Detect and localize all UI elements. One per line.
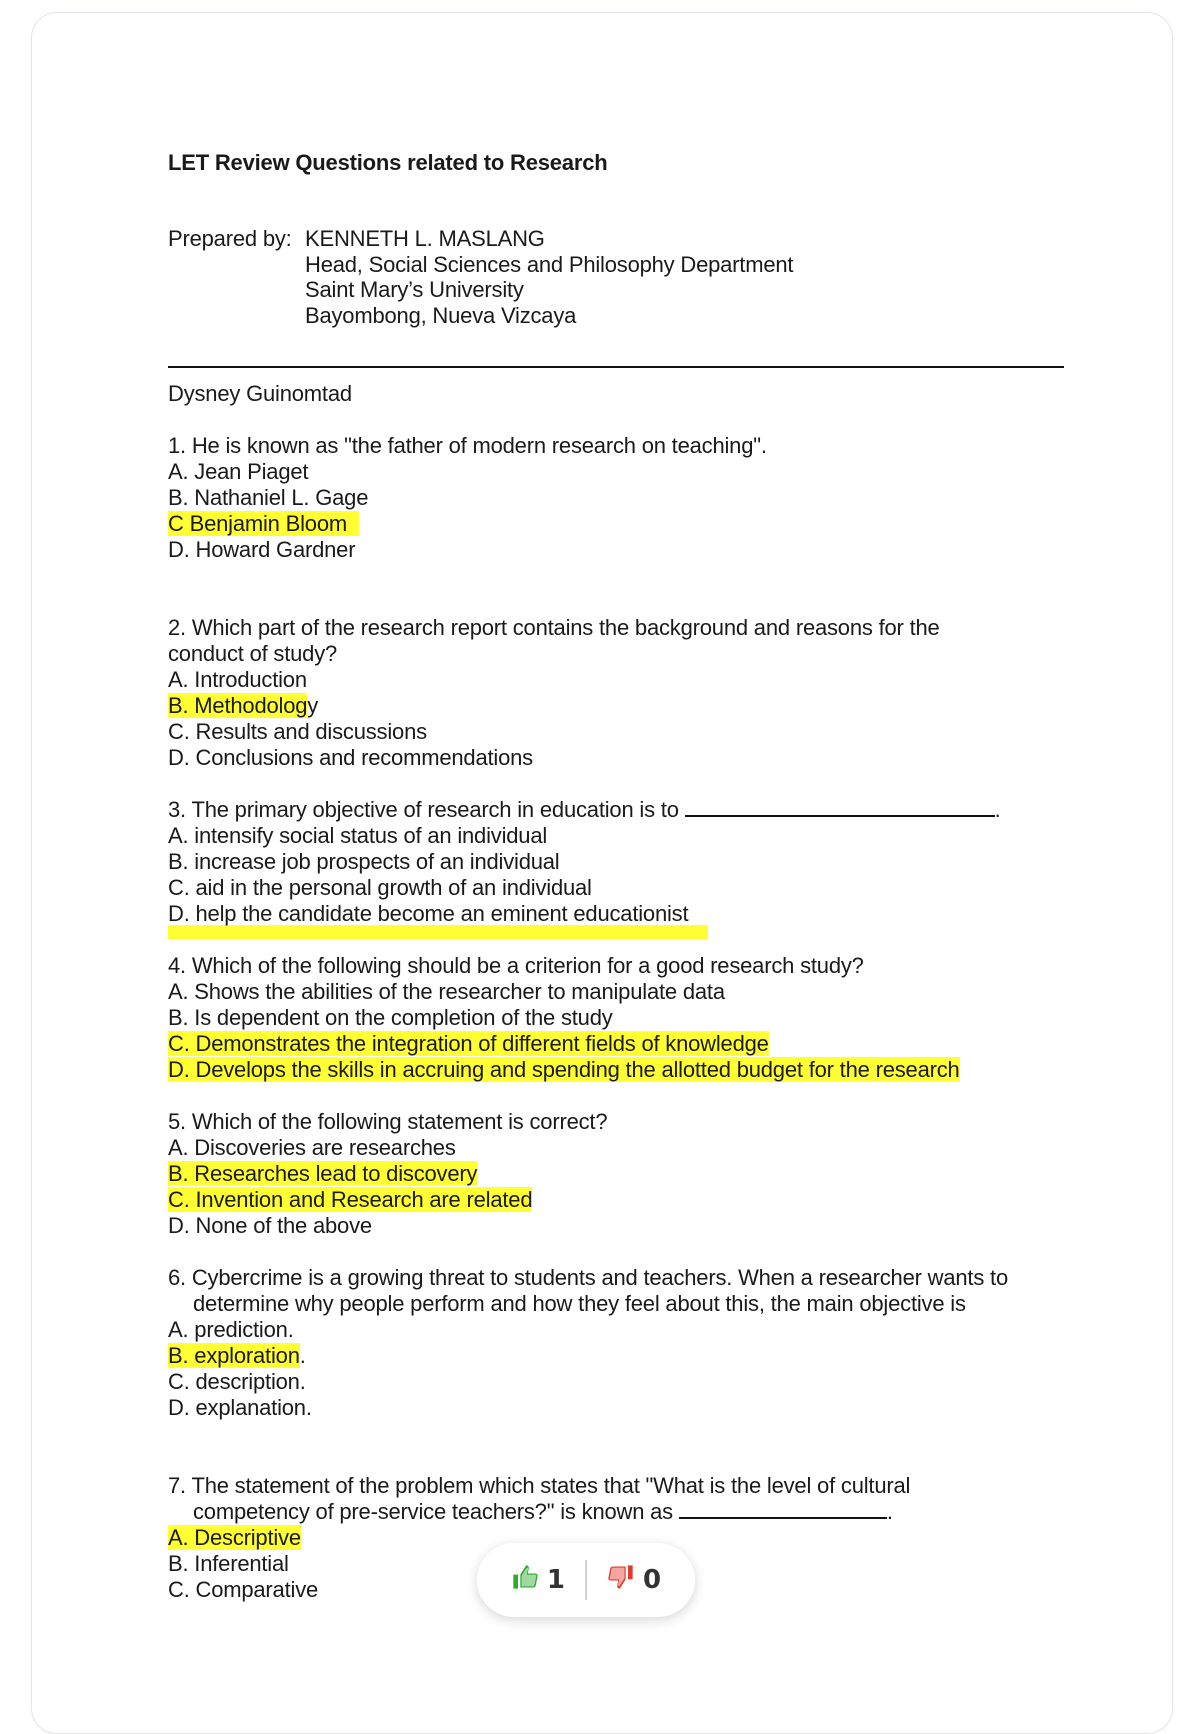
document-title: LET Review Questions related to Research: [168, 150, 608, 175]
option-b-highlighted: B. exploration: [168, 1343, 300, 1368]
stem-period: .: [886, 1499, 893, 1524]
option-c: C. aid in the personal growth of an individual: [168, 875, 592, 900]
downvote-count: 0: [643, 1565, 662, 1595]
vote-widget: [477, 1543, 695, 1617]
option-c-highlighted: C. Demonstrates the integration of different fields of knowledge: [168, 1031, 769, 1056]
question-6: [168, 1265, 1068, 1421]
option-a: A. prediction.: [168, 1317, 294, 1342]
question-stem: 7. The statement of the problem which states that "What is the level of cultural: [168, 1473, 911, 1498]
question-stem: 4. Which of the following should be a criterion for a good research study?: [168, 953, 864, 978]
option-b: B. Nathaniel L. Gage: [168, 485, 369, 510]
question-stem: 6. Cybercrime is a growing threat to students and teachers. When a researcher wants to: [168, 1265, 1008, 1290]
stem-period: .: [994, 797, 1001, 822]
option-b-highlighted: B. Researches lead to discovery: [168, 1161, 478, 1186]
preparer-name: KENNETH L. MASLANG: [305, 226, 545, 251]
option-a: A. intensify social status of an individual: [168, 823, 548, 848]
option-b: B. increase job prospects of an individual: [168, 849, 560, 874]
option-b-tail: .: [299, 1343, 306, 1368]
option-c: C. Results and discussions: [168, 719, 427, 744]
prepared-by-block: [168, 226, 1068, 328]
question-4: [168, 953, 1068, 1083]
document-page: [168, 148, 1068, 1603]
option-c-highlighted: C Benjamin Bloom: [168, 511, 347, 536]
question-stem-cont: competency of pre-service teachers?" is known as: [193, 1499, 673, 1524]
question-1: [168, 433, 1068, 563]
option-d-highlighted: D. Develops the skills in accruing and spending the allotted budget for the research: [168, 1057, 960, 1082]
option-a: A. Shows the abilities of the researcher to manipulate data: [168, 979, 725, 1004]
preparer-university: Saint Mary’s University: [305, 277, 524, 302]
thumbs-down-icon: [607, 1563, 635, 1598]
question-stem: 5. Which of the following statement is correct?: [168, 1109, 608, 1134]
thumbs-up-icon: [511, 1563, 539, 1598]
question-stem: 3. The primary objective of research in education is to: [168, 797, 679, 822]
preparer-position: Head, Social Sciences and Philosophy Department: [305, 251, 794, 277]
horizontal-rule: [168, 366, 1064, 368]
option-a: A. Discoveries are researches: [168, 1135, 456, 1160]
prepared-by-label: Prepared by:: [168, 226, 292, 251]
option-b-tail: y: [307, 693, 319, 718]
answer-blank: [685, 797, 995, 817]
option-c: C. description.: [168, 1369, 306, 1394]
question-3: [168, 797, 1068, 939]
option-a-highlighted: A. Descriptive: [168, 1525, 301, 1550]
option-a: A. Jean Piaget: [168, 459, 309, 484]
highlight-mark: [168, 925, 708, 939]
option-d: D. Howard Gardner: [168, 537, 356, 562]
question-stem-cont: determine why people perform and how they feel about this, the main objective is: [193, 1291, 966, 1316]
question-2: [168, 615, 1068, 771]
question-stem: 1. He is known as "the father of modern research on teaching".: [168, 433, 767, 458]
option-d: D. None of the above: [168, 1213, 372, 1238]
option-b: B. Inferential: [168, 1551, 289, 1576]
option-a: A. Introduction: [168, 667, 307, 692]
option-b: B. Is dependent on the completion of the study: [168, 1005, 613, 1030]
author-name: Dysney Guinomtad: [168, 381, 352, 406]
vote-divider: [585, 1560, 587, 1600]
answer-blank: [679, 1499, 887, 1519]
option-d: D. help the candidate become an eminent educationist: [168, 901, 689, 926]
question-5: [168, 1109, 1068, 1239]
upvote-button[interactable]: [511, 1563, 565, 1598]
option-b-highlighted: B. Methodolog: [168, 693, 308, 718]
downvote-button[interactable]: [607, 1563, 661, 1598]
option-d: D. Conclusions and recommendations: [168, 745, 533, 770]
option-c-highlighted: C. Invention and Research are related: [168, 1187, 533, 1212]
question-stem-cont: conduct of study?: [168, 641, 338, 666]
upvote-count: 1: [546, 1565, 565, 1595]
question-stem: 2. Which part of the research report contains the background and reasons for the: [168, 615, 940, 640]
option-d: D. explanation.: [168, 1395, 312, 1420]
option-c: C. Comparative: [168, 1577, 319, 1602]
preparer-location: Bayombong, Nueva Vizcaya: [305, 302, 577, 328]
